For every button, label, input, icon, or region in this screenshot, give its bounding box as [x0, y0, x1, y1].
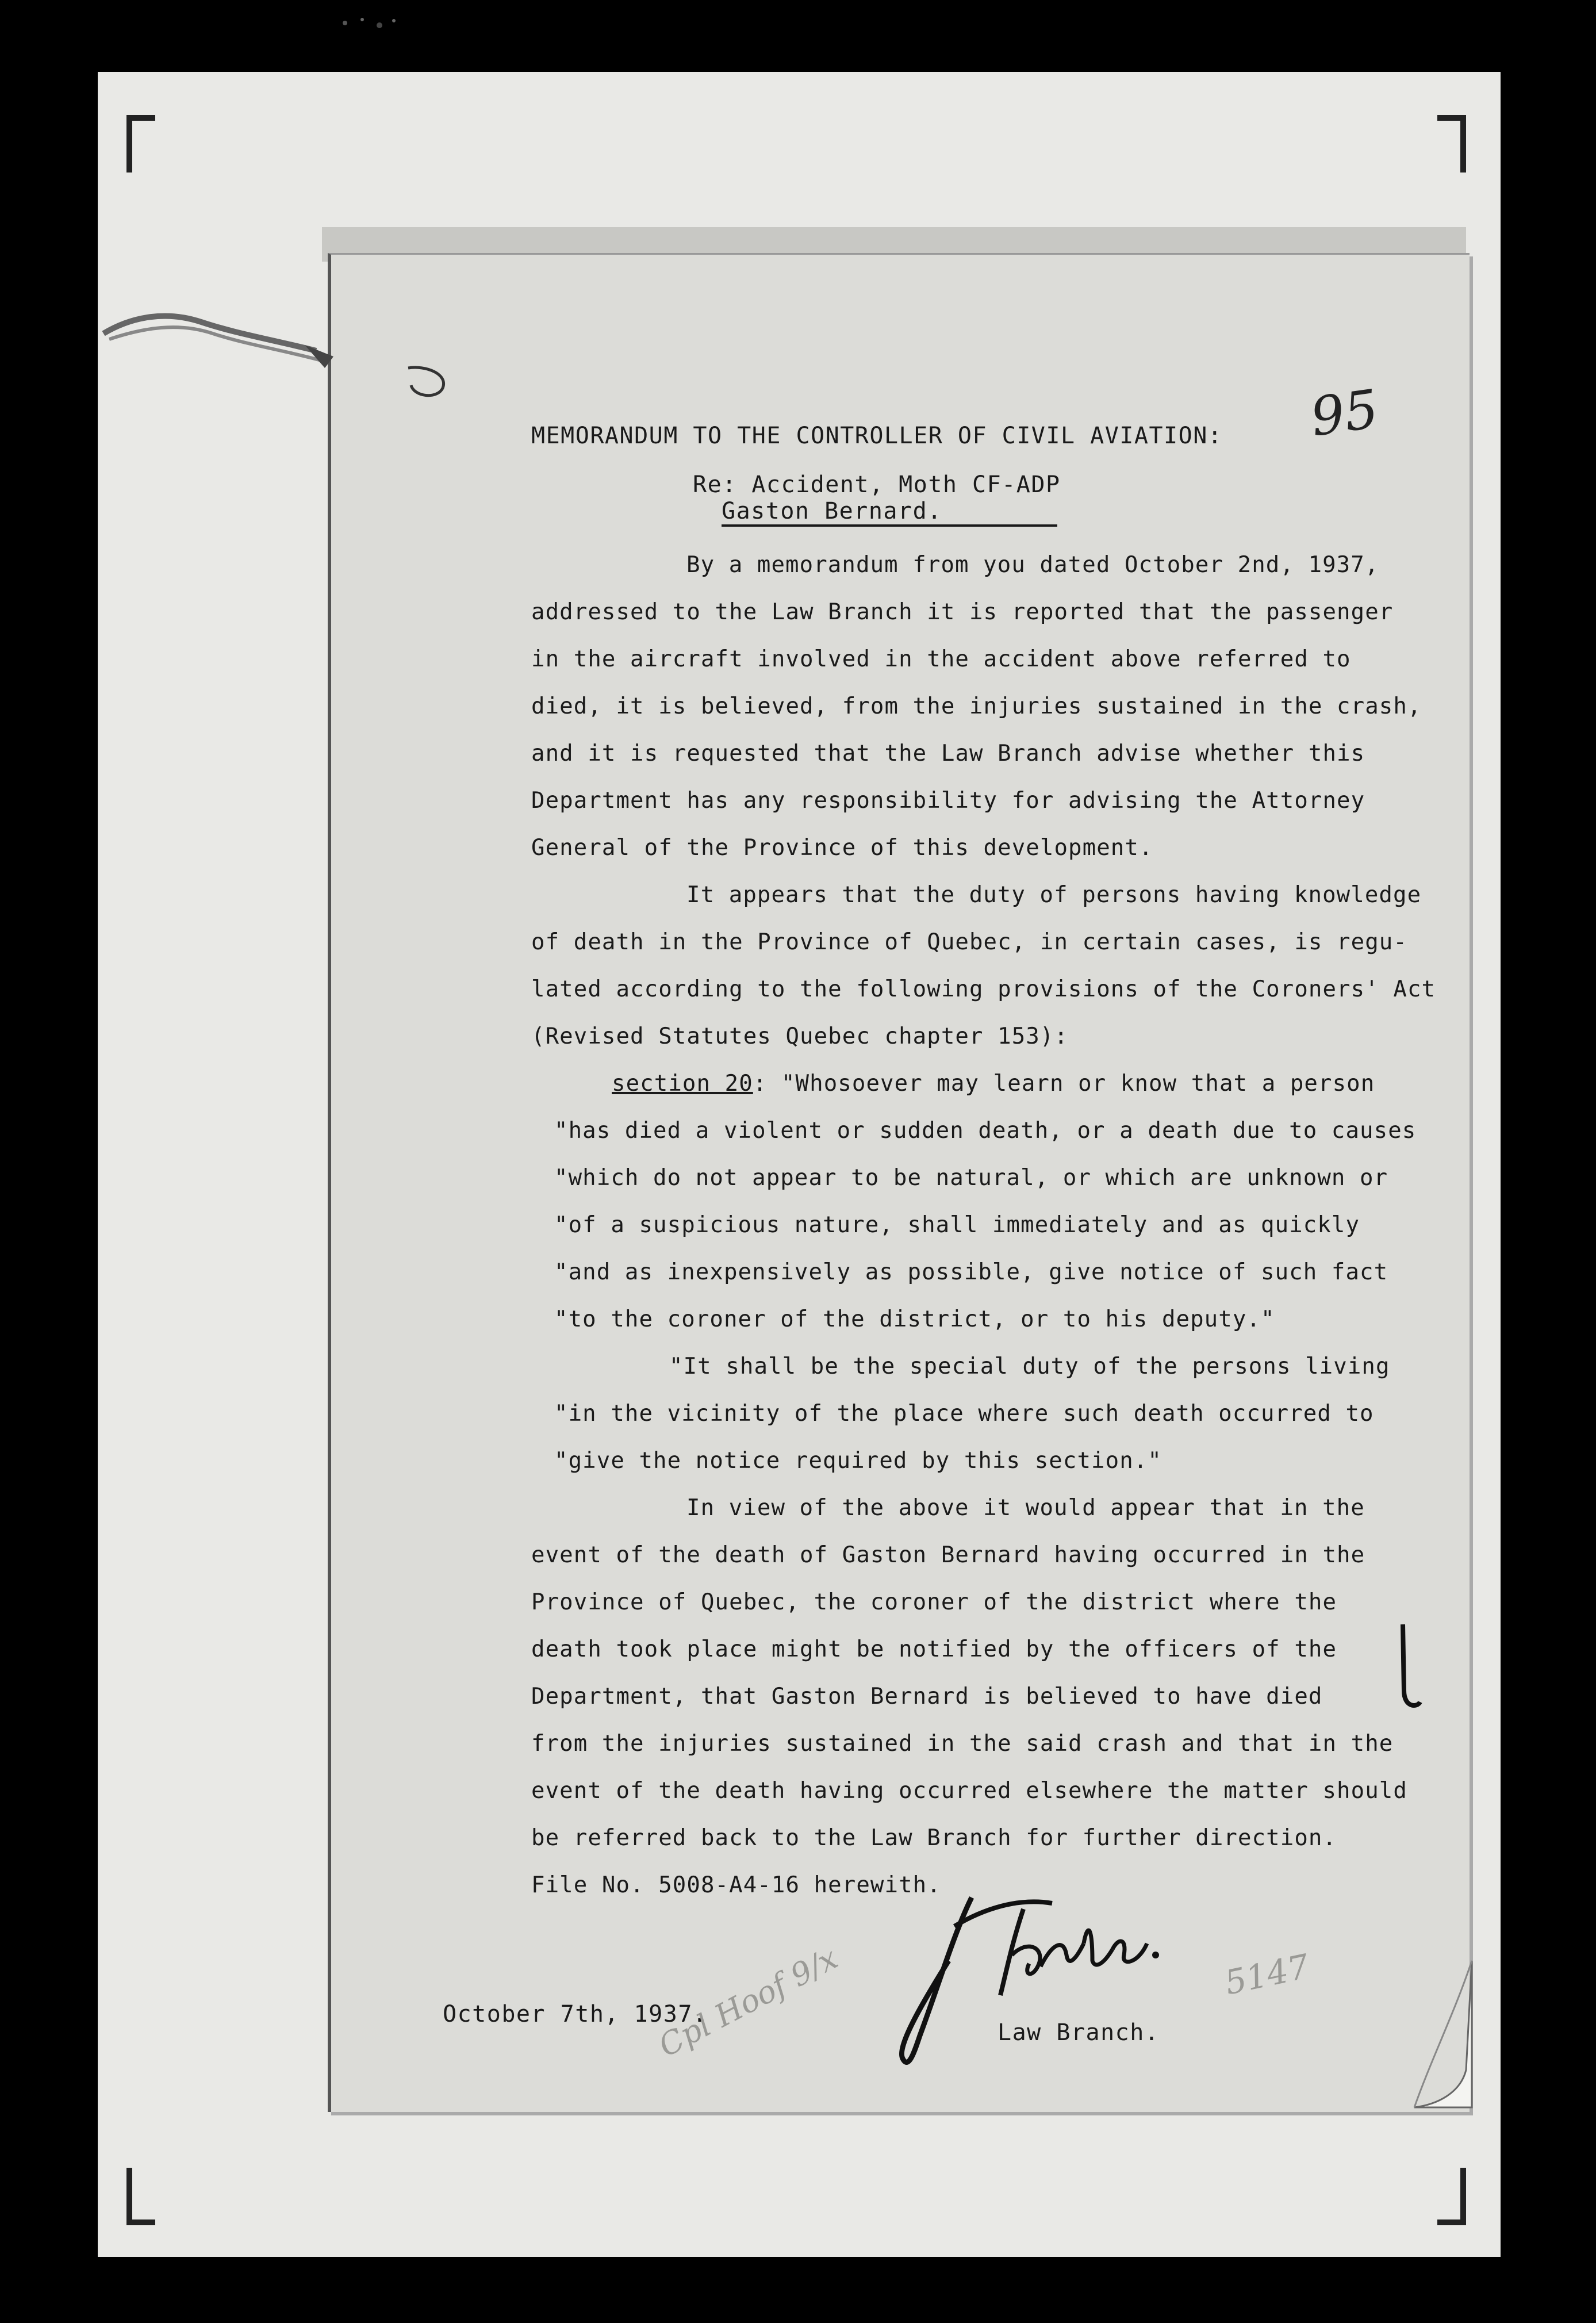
memo-date: October 7th, 1937. — [443, 2001, 708, 2027]
pencil-annotation: Cpl Hoof 9/x — [653, 1939, 844, 2064]
paragraph-line: (Revised Statutes Quebec chapter 153): — [531, 1023, 1069, 1049]
paragraph-line: Department, that Gaston Bernard is believed to have died — [531, 1684, 1323, 1709]
paragraph-line: event of the death of Gaston Bernard having occurred in the — [531, 1542, 1365, 1568]
paragraph-line: lated according to the following provisions of the Coroners' Act — [531, 976, 1436, 1002]
subject-name: Gaston Bernard. — [722, 498, 1057, 527]
paper-corner-curl — [1403, 1955, 1478, 2110]
quote-line: "has died a violent or sudden death, or a death due to causes — [554, 1118, 1417, 1144]
paragraph-line: died, it is believed, from the injuries sustained in the crash, — [531, 693, 1422, 719]
thread-mark — [98, 299, 339, 374]
paragraph-line: addressed to the Law Branch it is reported that the passenger — [531, 599, 1394, 625]
paragraph-line: It appears that the duty of persons having knowledge — [686, 882, 1422, 908]
quote-line: "and as inexpensively as possible, give notice of such fact — [554, 1259, 1388, 1285]
memo-body — [531, 542, 1436, 1909]
paragraph-line: be referred back to the Law Branch for further direction. — [531, 1825, 1337, 1851]
paragraph-line: In view of the above it would appear that in the — [686, 1495, 1365, 1521]
page-number: 95 — [1307, 378, 1382, 448]
margin-tick-mark — [1386, 1621, 1426, 1719]
pencil-file-number: 5147 — [1221, 1946, 1313, 2003]
subject-line: Re: Accident, Moth CF-ADP — [693, 471, 1061, 498]
crop-mark-top-right — [1437, 115, 1466, 172]
signatory-label: Law Branch. — [998, 2019, 1160, 2046]
quote-line: "give the notice required by this section." — [554, 1448, 1162, 1474]
quote-line: : "Whosoever may learn or know that a person — [753, 1071, 1375, 1097]
quote-line: "in the vicinity of the place where such death occurred to — [554, 1401, 1374, 1427]
quote-line: "to the coroner of the district, or to his deputy." — [554, 1306, 1275, 1332]
paragraph-line: of death in the Province of Quebec, in certain cases, is regu- — [531, 929, 1407, 955]
paragraph-line: death took place might be notified by the officers of the — [531, 1636, 1337, 1662]
paragraph-line: By a memorandum from you dated October 2nd, 1937, — [686, 552, 1379, 578]
quote-line: "of a suspicious nature, shall immediately and as quickly — [554, 1212, 1360, 1238]
paragraph-line: event of the death having occurred elsewhere the matter should — [531, 1778, 1407, 1804]
file-number-line: File No. 5008-A4-16 herewith. — [531, 1872, 941, 1898]
crop-mark-bottom-right — [1437, 2168, 1466, 2225]
subject-block — [693, 471, 1061, 527]
paragraph-line: and it is requested that the Law Branch advise whether this — [531, 741, 1365, 766]
paragraph-line: from the injuries sustained in the said crash and that in the — [531, 1731, 1394, 1757]
paragraph-line: General of the Province of this development. — [531, 835, 1153, 861]
handwritten-signature — [885, 1863, 1173, 2082]
quote-line: "It shall be the special duty of the persons living — [669, 1354, 1390, 1379]
paragraph-line: in the aircraft involved in the accident above referred to — [531, 646, 1351, 672]
crop-mark-top-left — [126, 115, 155, 172]
section-label: section 20 — [612, 1071, 753, 1097]
crop-mark-bottom-left — [126, 2168, 155, 2225]
memo-heading: MEMORANDUM TO THE CONTROLLER OF CIVIL AVIATION: — [531, 423, 1223, 449]
paperclip-mark — [397, 362, 460, 402]
quote-line: "which do not appear to be natural, or which are unknown or — [554, 1165, 1388, 1191]
paragraph-line: Province of Quebec, the coroner of the district where the — [531, 1589, 1337, 1615]
paragraph-line: Department has any responsibility for advising the Attorney — [531, 788, 1365, 814]
quote-first-line — [531, 1060, 1428, 1107]
film-specks — [339, 12, 402, 34]
